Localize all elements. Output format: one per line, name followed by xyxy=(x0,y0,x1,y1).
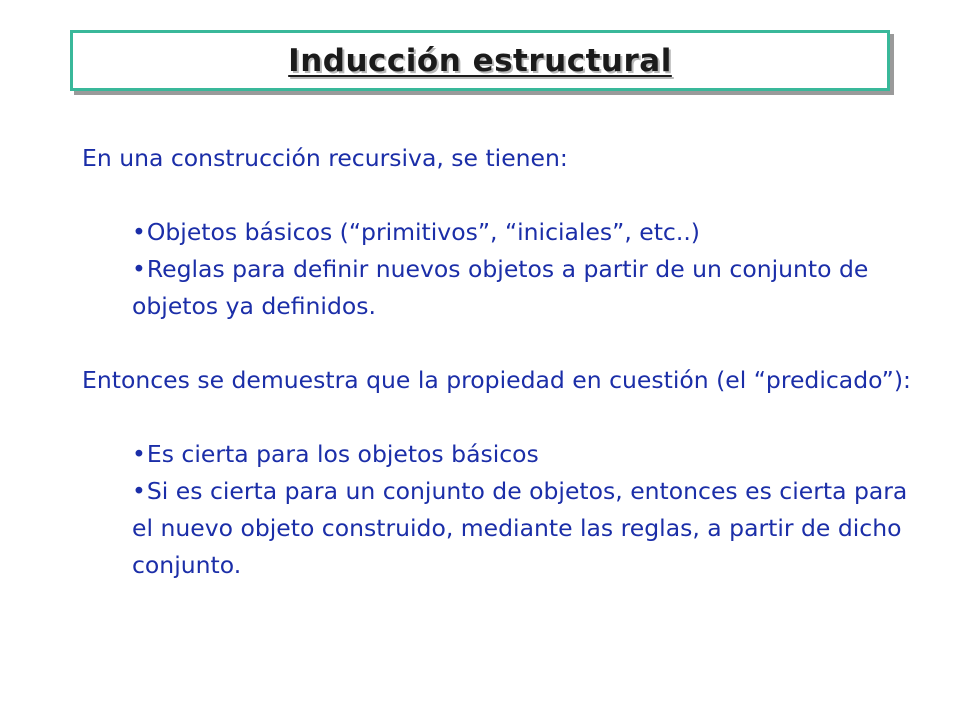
list-item xyxy=(132,473,922,584)
slide-title: Inducción estructural xyxy=(288,42,672,79)
bullet-icon: • xyxy=(132,218,146,246)
list-item-text: Es cierta para los objetos básicos xyxy=(146,440,539,468)
bullet-icon: • xyxy=(132,440,146,468)
construction-list xyxy=(82,214,922,325)
intro-text: En una construcción recursiva, se tienen: xyxy=(82,144,568,172)
title-box xyxy=(70,30,890,91)
bullet-icon: • xyxy=(132,255,146,283)
list-item xyxy=(132,214,922,251)
list-item-text: Reglas para definir nuevos objetos a partir de un conjunto de objetos ya definidos. xyxy=(132,255,869,320)
list-item xyxy=(132,436,922,473)
list-item-text: Si es cierta para un conjunto de objetos, entonces es cierta para el nuevo objeto construido, mediante las reglas, a partir de dicho conjunto. xyxy=(132,477,908,579)
proof-list xyxy=(82,436,922,584)
proof-intro-text: Entonces se demuestra que la propiedad en cuestión (el “predicado”): xyxy=(82,366,911,394)
spacer xyxy=(82,325,922,362)
spacer xyxy=(82,399,922,436)
list-item xyxy=(132,251,922,325)
list-item-text: Objetos básicos (“primitivos”, “iniciales”, etc..) xyxy=(146,218,700,246)
bullet-icon: • xyxy=(132,477,146,505)
spacer xyxy=(82,177,922,214)
slide-body xyxy=(82,140,922,584)
